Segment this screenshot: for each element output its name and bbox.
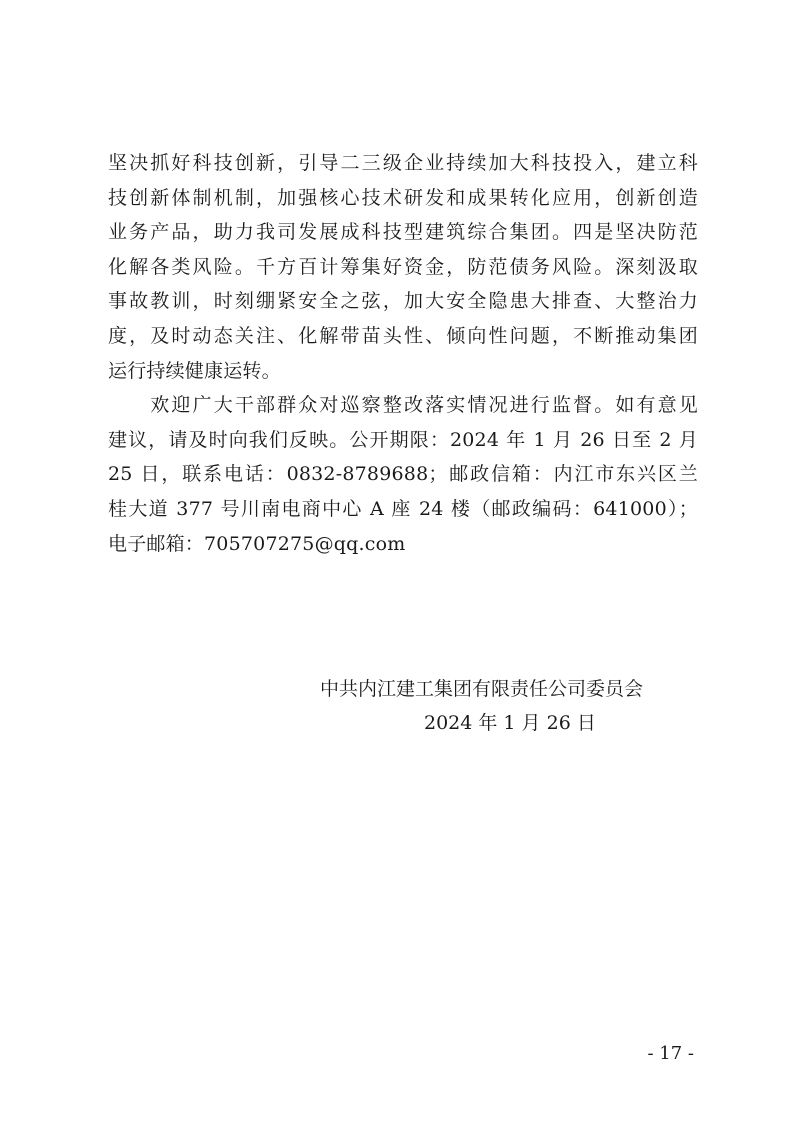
text-line: 欢迎广大干部群众对巡察整改落实情况进行监督。如有意见 bbox=[108, 394, 698, 417]
text-line: 坚决抓好科技创新，引导二三级企业持续加大科技投入，建立科 bbox=[108, 152, 698, 174]
paragraph-continuation bbox=[108, 146, 698, 388]
text-line: 25 日，联系电话：0832-8789688；邮政信箱：内江市东兴区兰 bbox=[108, 463, 698, 486]
text-line: 建议，请及时向我们反映。公开期限：2024 年 1 月 26 日至 2 月 bbox=[108, 428, 698, 451]
text-line: 运行持续健康运转。 bbox=[108, 359, 281, 382]
text-line: 化解各类风险。千方百计筹集好资金，防范债务风险。深刻汲取 bbox=[108, 255, 698, 278]
text-line: 业务产品，助力我司发展成科技型建筑综合集团。四是坚决防范 bbox=[108, 221, 698, 244]
issue-date: 2024 年 1 月 26 日 bbox=[424, 712, 596, 734]
page-number: - 17 - bbox=[647, 1043, 694, 1064]
text-line: 度，及时动态关注、化解带苗头性、倾向性问题，不断推动集团 bbox=[108, 324, 698, 347]
issuing-organization: 中共内江建工集团有限责任公司委员会 bbox=[320, 678, 644, 700]
text-line: 技创新体制机制，加强核心技术研发和成果转化应用，创新创造 bbox=[108, 186, 698, 209]
text-line: 事故教训，时刻绷紧安全之弦，加大安全隐患大排查、大整治力 bbox=[108, 290, 698, 313]
signature-block bbox=[320, 672, 700, 740]
text-line: 桂大道 377 号川南电商中心 A 座 24 楼（邮政编码：641000）； bbox=[108, 497, 698, 520]
email-line: 电子邮箱：705707275@qq.com bbox=[108, 532, 406, 555]
supervision-paragraph bbox=[108, 388, 698, 561]
body-text bbox=[108, 146, 698, 561]
